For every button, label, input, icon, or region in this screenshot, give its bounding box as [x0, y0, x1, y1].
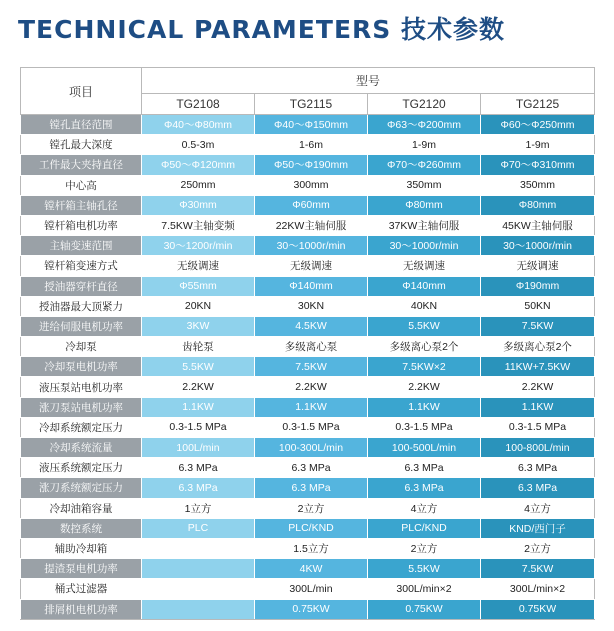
parameter-label: 镗杆箱变速方式 [21, 256, 142, 276]
parameter-value: 0.75KW [481, 599, 595, 619]
table-row [21, 579, 595, 599]
table-row [21, 417, 595, 437]
parameter-value: 多级离心泵 [255, 337, 368, 357]
parameter-value: Φ40～Φ150mm [255, 115, 368, 135]
parameter-value: 100-300L/min [255, 438, 368, 458]
parameter-value: Φ140mm [255, 276, 368, 296]
parameter-label: 镗孔最大深度 [21, 135, 142, 155]
parameter-value: 6.3 MPa [142, 458, 255, 478]
parameter-label: 桶式过滤器 [21, 579, 142, 599]
parameter-value: 6.3 MPa [255, 478, 368, 498]
parameter-value [142, 559, 255, 579]
parameter-label: 液压泵站电机功率 [21, 377, 142, 397]
parameter-value: 1-6m [255, 135, 368, 155]
parameter-label: 镗杆箱电机功率 [21, 215, 142, 235]
parameter-value [142, 599, 255, 619]
parameter-value: Φ70～Φ260mm [368, 155, 481, 175]
parameter-value: 350mm [481, 175, 595, 195]
table-row [21, 438, 595, 458]
parameter-label: 排屑机电机功率 [21, 599, 142, 619]
parameter-value: Φ80mm [481, 195, 595, 215]
parameter-value: 2.2KW [481, 377, 595, 397]
parameter-value: 300L/min [255, 579, 368, 599]
parameter-value: 2立方 [481, 538, 595, 558]
table-row [21, 538, 595, 558]
parameter-label: 提渣泵电机功率 [21, 559, 142, 579]
parameter-label: 数控系统 [21, 518, 142, 538]
parameter-value: 1立方 [142, 498, 255, 518]
parameter-value: 4立方 [368, 498, 481, 518]
table-row [21, 115, 595, 135]
parameter-label: 工件最大夹持直径 [21, 155, 142, 175]
table-row [21, 195, 595, 215]
parameter-label: 冷却油箱容量 [21, 498, 142, 518]
parameter-value: Φ140mm [368, 276, 481, 296]
parameter-value [142, 538, 255, 558]
parameter-value: 300L/min×2 [368, 579, 481, 599]
model-header-tg2125: TG2125 [481, 94, 595, 115]
parameter-value: KND/西门子 [481, 518, 595, 538]
parameter-label: 镗杆箱主轴孔径 [21, 195, 142, 215]
table-row [21, 236, 595, 256]
parameter-value: 2.2KW [142, 377, 255, 397]
parameter-value: 20KN [142, 296, 255, 316]
parameter-value: 4KW [255, 559, 368, 579]
parameter-value: Φ60mm [255, 195, 368, 215]
parameter-value: 7.5KW [481, 316, 595, 336]
parameter-value: 7.5KW×2 [368, 357, 481, 377]
parameter-value: 0.3-1.5 MPa [481, 417, 595, 437]
parameter-value: Φ190mm [481, 276, 595, 296]
parameter-value: 1.1KW [142, 397, 255, 417]
parameter-value: 无级调速 [255, 256, 368, 276]
parameter-value: 350mm [368, 175, 481, 195]
parameter-value: 无级调速 [368, 256, 481, 276]
parameter-value: Φ63～Φ200mm [368, 115, 481, 135]
table-row [21, 478, 595, 498]
parameter-value: 1.1KW [368, 397, 481, 417]
parameter-value: 22KW主轴伺服 [255, 215, 368, 235]
parameter-value: 2.2KW [255, 377, 368, 397]
table-row [21, 175, 595, 195]
parameter-value: 100-500L/min [368, 438, 481, 458]
parameter-value: Φ70～Φ310mm [481, 155, 595, 175]
parameter-value: 多级离心泵2个 [481, 337, 595, 357]
parameter-value: 30～1000r/min [481, 236, 595, 256]
parameter-value: 4立方 [481, 498, 595, 518]
table-row [21, 256, 595, 276]
table-row [21, 316, 595, 336]
table-row [21, 215, 595, 235]
parameter-value: 1-9m [481, 135, 595, 155]
parameter-value: 0.75KW [255, 599, 368, 619]
parameter-value: 2立方 [255, 498, 368, 518]
parameter-value: 0.3-1.5 MPa [368, 417, 481, 437]
page-title: TECHNICAL PARAMETERS 技术参数 [18, 15, 505, 44]
parameter-value: 6.3 MPa [481, 478, 595, 498]
table-row [21, 599, 595, 619]
parameter-label: 中心高 [21, 175, 142, 195]
parameter-value: 37KW主轴伺服 [368, 215, 481, 235]
parameter-label: 液压系统额定压力 [21, 458, 142, 478]
spec-table [20, 67, 595, 620]
table-row [21, 276, 595, 296]
table-row [21, 518, 595, 538]
parameter-label: 冷却泵 [21, 337, 142, 357]
parameter-value: 250mm [142, 175, 255, 195]
parameter-value: 6.3 MPa [255, 458, 368, 478]
parameter-value: Φ55mm [142, 276, 255, 296]
parameter-value: 30KN [255, 296, 368, 316]
table-row [21, 498, 595, 518]
parameter-value: Φ80mm [368, 195, 481, 215]
parameter-value: 30～1000r/min [368, 236, 481, 256]
parameter-value: 50KN [481, 296, 595, 316]
parameter-value: Φ50～Φ190mm [255, 155, 368, 175]
table-row [21, 337, 595, 357]
parameter-value: 300mm [255, 175, 368, 195]
table-row [21, 155, 595, 175]
parameter-value: 300L/min×2 [481, 579, 595, 599]
table-row [21, 397, 595, 417]
parameter-label: 冷却系统额定压力 [21, 417, 142, 437]
parameter-value: 无级调速 [481, 256, 595, 276]
parameter-value: 3KW [142, 316, 255, 336]
parameter-value: 5.5KW [368, 316, 481, 336]
parameter-value: 0.75KW [368, 599, 481, 619]
parameter-value: Φ30mm [142, 195, 255, 215]
parameter-value: 30～1200r/min [142, 236, 255, 256]
table-header-row [21, 68, 595, 94]
parameter-value: 2.2KW [368, 377, 481, 397]
parameter-value: PLC/KND [368, 518, 481, 538]
parameter-value: 1.1KW [481, 397, 595, 417]
parameter-value: 0.5-3m [142, 135, 255, 155]
item-column-header: 项目 [21, 68, 142, 115]
parameter-value: PLC [142, 518, 255, 538]
parameter-value: 11KW+7.5KW [481, 357, 595, 377]
parameter-value: 1.1KW [255, 397, 368, 417]
table-row [21, 559, 595, 579]
parameter-value: Φ50～Φ120mm [142, 155, 255, 175]
parameter-label: 授油器穿杆直径 [21, 276, 142, 296]
parameter-value: 1-9m [368, 135, 481, 155]
parameter-label: 授油器最大顶紧力 [21, 296, 142, 316]
parameter-value: 多级离心泵2个 [368, 337, 481, 357]
parameter-value: 30～1000r/min [255, 236, 368, 256]
parameter-value: 0.3-1.5 MPa [255, 417, 368, 437]
model-header-tg2115: TG2115 [255, 94, 368, 115]
parameter-value: 40KN [368, 296, 481, 316]
parameter-label: 冷却泵电机功率 [21, 357, 142, 377]
table-row [21, 458, 595, 478]
parameter-value: Φ60～Φ250mm [481, 115, 595, 135]
parameter-value: 6.3 MPa [368, 478, 481, 498]
parameter-label: 主轴变速范围 [21, 236, 142, 256]
parameter-value: 2立方 [368, 538, 481, 558]
parameter-value: 100-800L/min [481, 438, 595, 458]
parameter-value: Φ40～Φ80mm [142, 115, 255, 135]
parameter-value: 4.5KW [255, 316, 368, 336]
parameter-value: 7.5KW [255, 357, 368, 377]
parameter-label: 涨刀泵站电机功率 [21, 397, 142, 417]
parameter-value [142, 579, 255, 599]
table-row [21, 135, 595, 155]
parameter-value: 6.3 MPa [481, 458, 595, 478]
parameter-value: 7.5KW主轴变频 [142, 215, 255, 235]
parameter-value: 齿轮泵 [142, 337, 255, 357]
table-row [21, 377, 595, 397]
parameter-value: 7.5KW [481, 559, 595, 579]
model-group-header: 型号 [142, 68, 595, 94]
parameter-label: 进给伺服电机功率 [21, 316, 142, 336]
model-header-tg2120: TG2120 [368, 94, 481, 115]
model-header-tg2108: TG2108 [142, 94, 255, 115]
parameter-value: 6.3 MPa [142, 478, 255, 498]
parameter-label: 辅助冷却箱 [21, 538, 142, 558]
parameter-value: 6.3 MPa [368, 458, 481, 478]
parameter-value: 无级调速 [142, 256, 255, 276]
table-row [21, 296, 595, 316]
parameter-value: PLC/KND [255, 518, 368, 538]
table-row [21, 357, 595, 377]
parameter-value: 45KW主轴伺服 [481, 215, 595, 235]
parameter-label: 涨刀系统额定压力 [21, 478, 142, 498]
parameter-label: 冷却系统流量 [21, 438, 142, 458]
parameter-value: 5.5KW [368, 559, 481, 579]
parameter-value: 0.3-1.5 MPa [142, 417, 255, 437]
parameter-label: 镗孔直径范围 [21, 115, 142, 135]
parameter-value: 5.5KW [142, 357, 255, 377]
parameter-value: 1.5立方 [255, 538, 368, 558]
parameter-value: 100L/min [142, 438, 255, 458]
